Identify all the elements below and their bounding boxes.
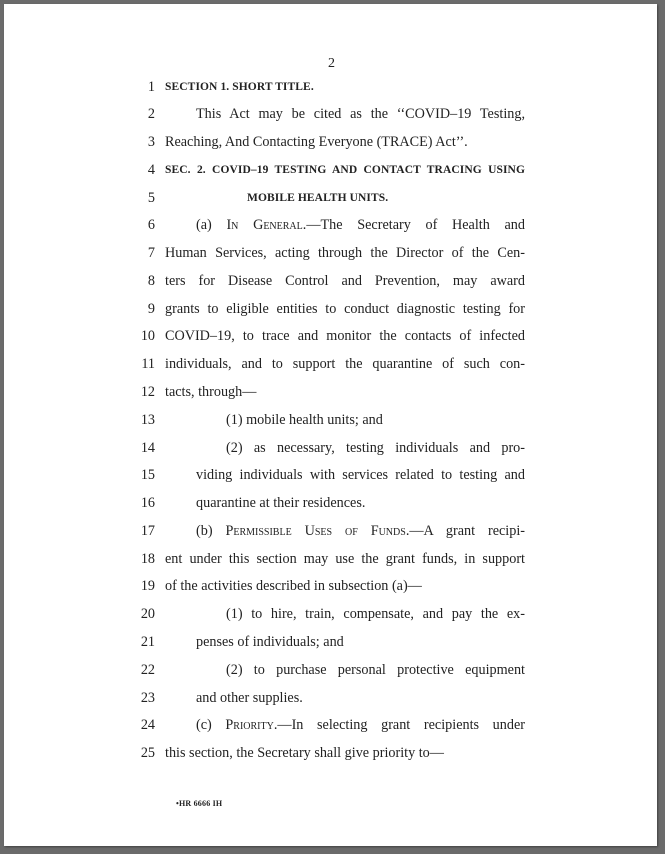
- line-number: 8: [147, 273, 155, 289]
- line-text: (1) to hire, train, compensate, and pay the ex-: [226, 606, 525, 622]
- bill-line: [0, 410, 665, 430]
- line-text: Reaching, And Contacting Everyone (TRACE) Act’’.: [165, 134, 468, 150]
- line-number: 2: [147, 106, 155, 122]
- line-text: ters for Disease Control and Prevention, may award: [165, 273, 525, 289]
- paragraph-heading: Permissible Uses of Funds: [225, 523, 406, 539]
- line-number: 12: [140, 384, 155, 400]
- line-number: 6: [147, 217, 155, 233]
- line-text: quarantine at their residences.: [196, 495, 366, 511]
- line-number: 23: [140, 690, 155, 706]
- bill-line: [0, 160, 665, 180]
- line-text: tacts, through—: [165, 384, 257, 400]
- paragraph-designator: (c): [196, 717, 226, 733]
- bill-line: [0, 549, 665, 569]
- line-number: 17: [140, 523, 155, 539]
- bill-line: [0, 104, 665, 124]
- bill-line: [0, 382, 665, 402]
- line-number: 13: [140, 412, 155, 428]
- bill-line: [0, 632, 665, 652]
- line-number: 3: [147, 134, 155, 150]
- bill-line: [0, 715, 665, 735]
- bill-line: [0, 77, 665, 97]
- line-text: This Act may be cited as the ‘‘COVID–19 Testing,: [196, 106, 525, 122]
- line-number: 14: [140, 440, 155, 456]
- line-text: [196, 215, 525, 235]
- line-text: [196, 715, 525, 735]
- line-text: MOBILE HEALTH UNITS.: [247, 192, 389, 204]
- bill-line: [0, 132, 665, 152]
- paragraph-body: .—The Secretary of Health and: [302, 217, 525, 233]
- bill-line: [0, 438, 665, 458]
- bill-line: [0, 604, 665, 624]
- line-text: SECTION 1. SHORT TITLE.: [165, 81, 314, 93]
- line-text: COVID–19, to trace and monitor the contacts of infected: [165, 328, 525, 344]
- paragraph-body: .—In selecting grant recipients under: [273, 717, 525, 733]
- line-text: [196, 521, 525, 541]
- bill-line: [0, 743, 665, 763]
- line-number: 21: [140, 634, 155, 650]
- paragraph-designator: (a): [196, 217, 227, 233]
- line-number: 4: [147, 162, 155, 178]
- line-text: of the activities described in subsection (a)—: [165, 578, 422, 594]
- line-text: Human Services, acting through the Director of the Cen-: [165, 245, 525, 261]
- line-number: 5: [147, 190, 155, 206]
- line-text: (2) to purchase personal protective equipment: [226, 662, 525, 678]
- line-text: ent under this section may use the grant funds, in support: [165, 551, 525, 567]
- bill-line: [0, 688, 665, 708]
- bill-line: [0, 493, 665, 513]
- line-number: 24: [140, 717, 155, 733]
- line-text: and other supplies.: [196, 690, 303, 706]
- line-number: 25: [140, 745, 155, 761]
- line-number: 9: [147, 301, 155, 317]
- bill-line: [0, 326, 665, 346]
- bill-line: [0, 188, 665, 208]
- bill-line: [0, 465, 665, 485]
- bill-line: [0, 271, 665, 291]
- paragraph-designator: (b): [196, 523, 226, 539]
- line-text: (2) as necessary, testing individuals and pro-: [226, 440, 525, 456]
- line-number: 19: [140, 578, 155, 594]
- page-number: 2: [328, 56, 335, 71]
- line-number: 20: [140, 606, 155, 622]
- line-text: viding individuals with services related to testing and: [196, 467, 525, 483]
- line-number: 18: [140, 551, 155, 567]
- line-number: 16: [140, 495, 155, 511]
- bill-line: [0, 576, 665, 596]
- paragraph-heading: Priority: [225, 717, 274, 733]
- line-number: 1: [147, 79, 155, 95]
- paragraph-heading: In General: [226, 217, 303, 233]
- line-text: (1) mobile health units; and: [226, 412, 383, 428]
- bill-line: [0, 660, 665, 680]
- line-number: 22: [140, 662, 155, 678]
- paragraph-body: .—A grant recipi-: [405, 523, 526, 539]
- bill-line: [0, 299, 665, 319]
- line-number: 7: [147, 245, 155, 261]
- line-number: 10: [140, 328, 155, 344]
- bill-line: [0, 243, 665, 263]
- bill-line: [0, 521, 665, 541]
- line-text: SEC. 2. COVID–19 TESTING AND CONTACT TRACING USING: [165, 164, 525, 176]
- line-text: grants to eligible entities to conduct diagnostic testing for: [165, 301, 525, 317]
- line-number: 11: [141, 356, 155, 372]
- bill-identifier-footer: •HR 6666 IH: [176, 799, 223, 808]
- bill-line: [0, 215, 665, 235]
- line-text: penses of individuals; and: [196, 634, 344, 650]
- bill-line: [0, 354, 665, 374]
- line-text: this section, the Secretary shall give priority to—: [165, 745, 444, 761]
- line-text: individuals, and to support the quarantine of such con-: [165, 356, 525, 372]
- line-number: 15: [140, 467, 155, 483]
